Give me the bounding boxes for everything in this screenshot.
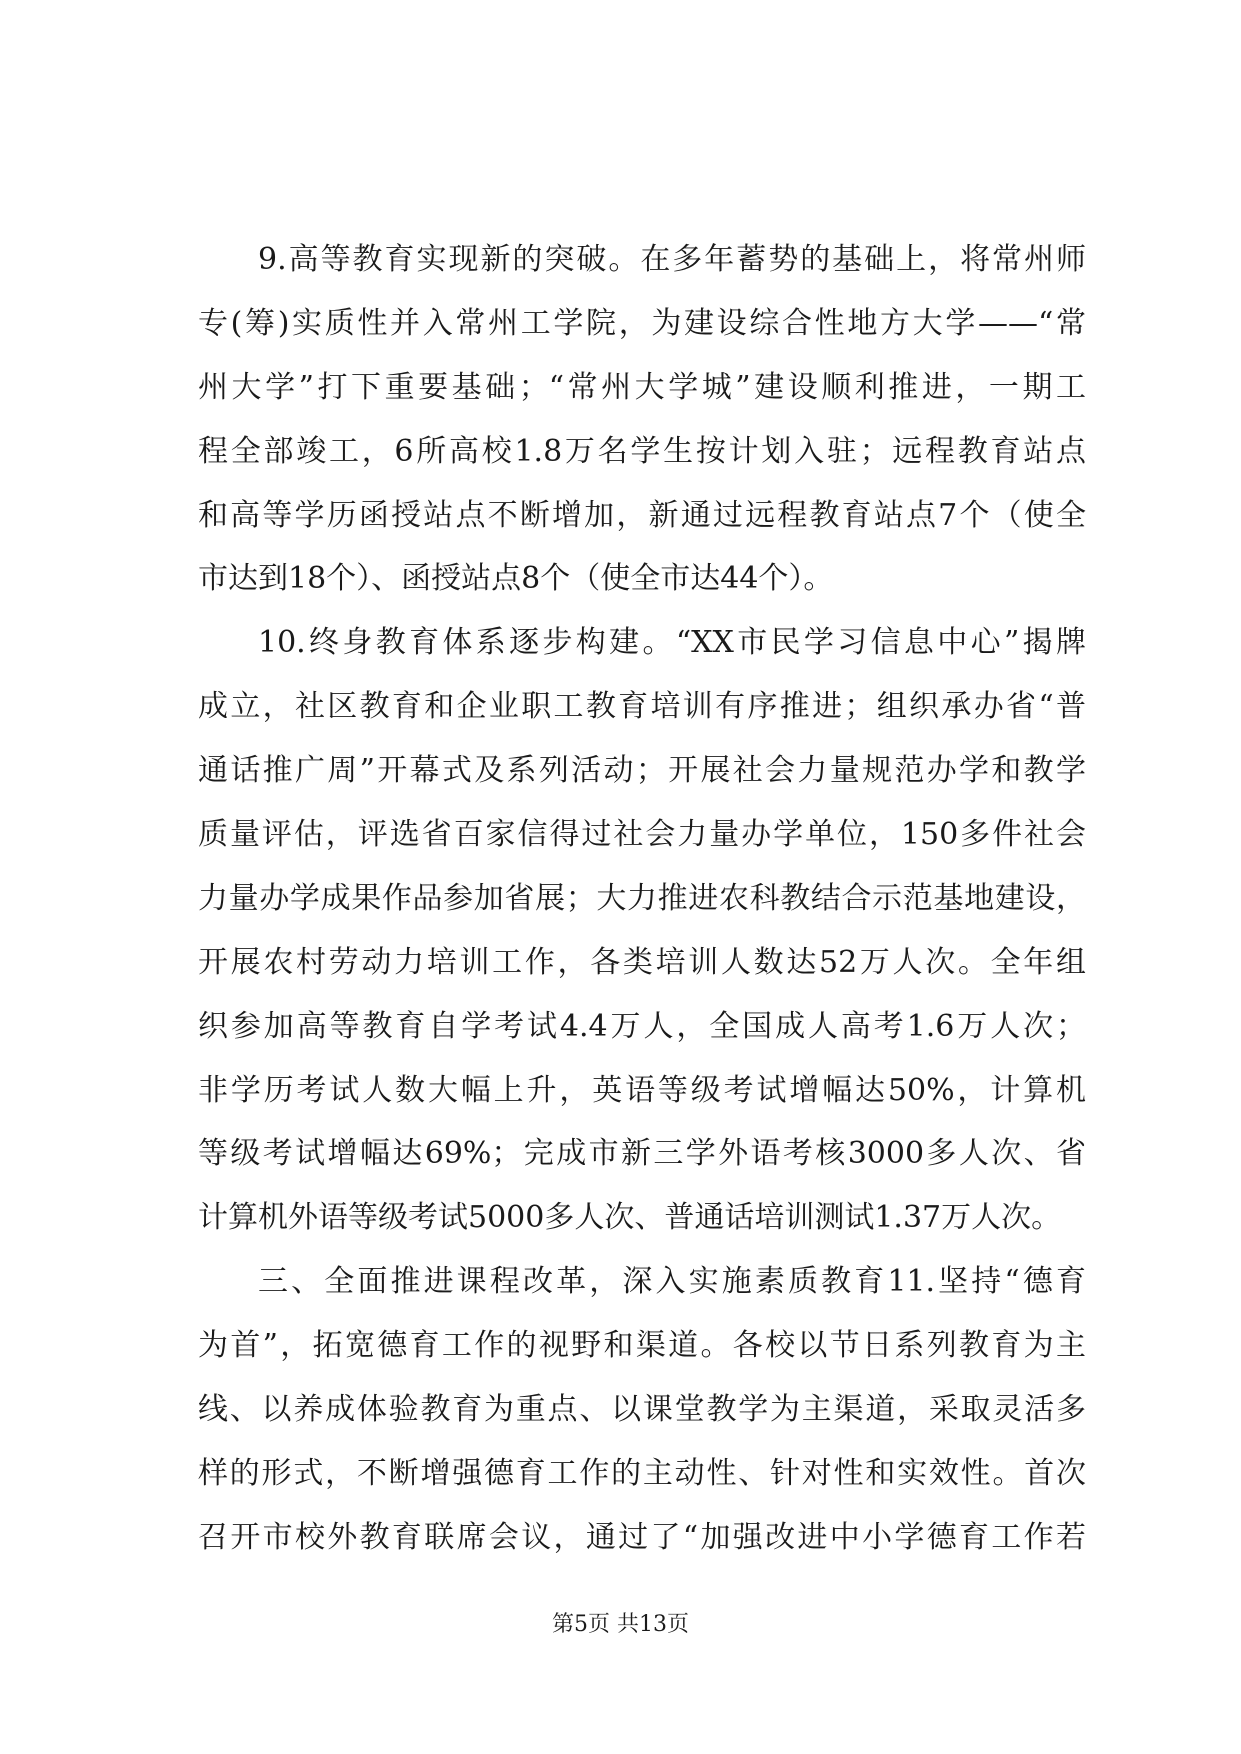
text-line: 三、全面推进课程改革，深入实施素质教育11.坚持“德育 [258, 1264, 1086, 1300]
text-line: 9.高等教育实现新的突破。在多年蓄势的基础上，将常州师 [258, 242, 1086, 277]
paragraph-curriculum-reform [198, 1250, 1086, 1569]
text-line: 等级考试增幅达69%；完成市新三学外语考核3000多人次、省 [198, 1136, 1086, 1172]
text-line: 织参加高等教育自学考试4.4万人，全国成人高考1.6万人次； [198, 1008, 1086, 1044]
text-line: 州大学”打下重要基础；“常州大学城”建设顺利推进，一期工 [198, 369, 1086, 405]
text-line: 开展农村劳动力培训工作，各类培训人数达52万人次。全年组 [198, 944, 1086, 980]
text-line: 成立，社区教育和企业职工教育培训有序推进；组织承办省“普 [198, 689, 1086, 725]
text-line: 召开市校外教育联席会议，通过了“加强改进中小学德育工作若 [198, 1519, 1086, 1555]
text-line: 和高等学历函授站点不断增加，新通过远程教育站点7个（使全 [198, 497, 1086, 533]
text-line: 样的形式，不断增强德育工作的主动性、针对性和实效性。首次 [198, 1455, 1086, 1491]
text-line: 通话推广周”开幕式及系列活动；开展社会力量规范办学和教学 [198, 753, 1086, 789]
paragraph-higher-education [198, 228, 1086, 611]
page-number-footer: 第5页 共13页 [552, 1612, 689, 1637]
text-line: 专(筹)实质性并入常州工学院，为建设综合性地方大学——“常 [198, 305, 1086, 341]
text-line: 为首”，拓宽德育工作的视野和渠道。各校以节日系列教育为主 [198, 1328, 1086, 1364]
text-line: 质量评估，评选省百家信得过社会力量办学单位，150多件社会 [198, 817, 1086, 853]
text-line: 非学历考试人数大幅上升，英语等级考试增幅达50%，计算机 [198, 1072, 1086, 1108]
text-line: 计算机外语等级考试5000多人次、普通话培训测试1.37万人次。 [198, 1200, 1062, 1236]
paragraph-lifelong-education [198, 611, 1086, 1250]
text-line: 10.终身教育体系逐步构建。“XX市民学习信息中心”揭牌 [258, 625, 1086, 661]
text-line: 线、以养成体验教育为重点、以课堂教学为主渠道，采取灵活多 [198, 1392, 1086, 1428]
text-line: 力量办学成果作品参加省展；大力推进农科教结合示范基地建设， [198, 880, 1086, 916]
text-line: 程全部竣工，6所高校1.8万名学生按计划入驻；远程教育站点 [198, 433, 1086, 469]
document-body [198, 228, 1086, 1570]
text-line: 市达到18个）、函授站点8个（使全市达44个）。 [198, 561, 834, 597]
